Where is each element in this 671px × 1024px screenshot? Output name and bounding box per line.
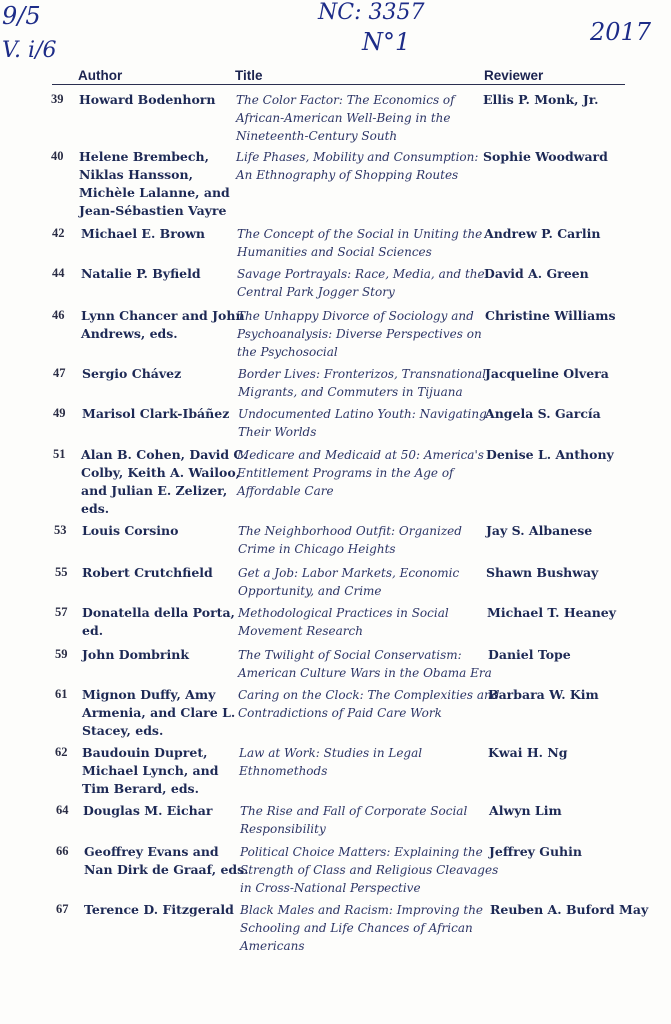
title-line: Caring on the Clock: The Complexities and bbox=[238, 688, 500, 702]
book-title bbox=[240, 901, 484, 955]
page-number: 61 bbox=[55, 687, 68, 701]
author-line: Robert Crutchfield bbox=[82, 565, 213, 580]
title-line: Get a Job: Labor Markets, Economic bbox=[238, 566, 460, 580]
title-line: The Rise and Fall of Corporate Social bbox=[240, 804, 468, 818]
book-title bbox=[238, 405, 487, 441]
reviewer-name: Jeffrey Guhin bbox=[489, 844, 582, 859]
book-title bbox=[240, 802, 480, 838]
author-name bbox=[79, 148, 235, 220]
reviewer-name: Barbara W. Kim bbox=[488, 687, 599, 702]
author-name bbox=[82, 365, 238, 383]
reviewer-name: David A. Green bbox=[484, 266, 589, 281]
reviewer-name: Daniel Tope bbox=[488, 647, 571, 662]
page-number: 62 bbox=[55, 745, 68, 759]
title-line: The Concept of the Social in Uniting the bbox=[237, 227, 483, 241]
author-line: John Dombrink bbox=[82, 647, 190, 662]
book-title bbox=[238, 564, 478, 600]
title-line: Political Choice Matters: Explaining the bbox=[240, 845, 483, 859]
book-title bbox=[238, 522, 478, 558]
page-number: 53 bbox=[54, 523, 67, 537]
title-line: Schooling and Life Chances of African bbox=[240, 921, 473, 935]
reviewer-name: Alwyn Lim bbox=[489, 803, 562, 818]
title-line: Nineteenth-Century South bbox=[236, 129, 398, 143]
title-line: Methodological Practices in Social bbox=[238, 606, 449, 620]
author-line: Armenia, and Clare L. bbox=[82, 705, 236, 720]
page-number: 51 bbox=[53, 447, 66, 461]
reviewer-name: Reuben A. Buford May bbox=[490, 902, 649, 917]
book-title bbox=[236, 148, 479, 184]
author-name bbox=[82, 564, 238, 582]
handwritten-catalog-number: NC: 3357 bbox=[318, 0, 425, 25]
column-header-reviewer: Reviewer bbox=[484, 68, 544, 83]
title-line: The Twilight of Social Conservatism: bbox=[238, 648, 462, 662]
handwritten-issue-note: V. i/6 bbox=[2, 38, 57, 63]
author-line: Lynn Chancer and John bbox=[81, 308, 245, 323]
column-header-author: Author bbox=[78, 68, 123, 83]
author-line: Natalie P. Byfield bbox=[81, 266, 201, 281]
title-line: Savage Portrayals: Race, Media, and the bbox=[237, 267, 485, 281]
page-number: 49 bbox=[53, 406, 66, 420]
book-title bbox=[237, 307, 482, 361]
title-line: Medicare and Medicaid at 50: America's bbox=[237, 448, 484, 462]
reviewer-name: Michael T. Heaney bbox=[487, 605, 616, 620]
title-line: American Culture Wars in the Obama Era bbox=[238, 666, 492, 680]
author-line: Nan Dirk de Graaf, eds. bbox=[84, 862, 249, 877]
author-line: Mignon Duffy, Amy bbox=[82, 687, 216, 702]
author-line: eds. bbox=[81, 501, 110, 516]
title-line: An Ethnography of Shopping Routes bbox=[236, 168, 459, 182]
author-line: Marisol Clark-Ibáñez bbox=[82, 406, 230, 421]
reviewer-name: Angela S. García bbox=[485, 406, 601, 421]
author-name bbox=[82, 604, 238, 640]
author-line: ed. bbox=[82, 623, 104, 638]
title-line: The Unhappy Divorce of Sociology and bbox=[237, 309, 474, 323]
title-line: African-American Well-Being in the bbox=[236, 111, 451, 125]
author-line: Michael E. Brown bbox=[81, 226, 206, 241]
page-number: 40 bbox=[51, 149, 64, 163]
reviewer-name: Jay S. Albanese bbox=[486, 523, 593, 538]
title-line: Law at Work: Studies in Legal bbox=[239, 746, 423, 760]
reviewer-name: Christine Williams bbox=[485, 308, 616, 323]
author-name bbox=[82, 522, 238, 540]
reviewer-name: Denise L. Anthony bbox=[486, 447, 614, 462]
title-line: The Color Factor: The Economics of bbox=[236, 93, 455, 107]
title-line: Ethnomethods bbox=[239, 764, 328, 778]
title-line: in Cross-National Perspective bbox=[240, 881, 421, 895]
handwritten-number-note: N°1 bbox=[362, 28, 411, 56]
title-line: Central Park Jogger Story bbox=[237, 285, 395, 299]
title-line: Border Lives: Fronterizos, Transnational bbox=[238, 367, 486, 381]
title-line: Movement Research bbox=[238, 624, 363, 638]
author-name bbox=[81, 225, 237, 243]
author-line: Stacey, eds. bbox=[82, 723, 164, 738]
book-title bbox=[239, 744, 479, 780]
title-line: Psychoanalysis: Diverse Perspectives on bbox=[237, 327, 482, 341]
book-title bbox=[238, 365, 486, 401]
author-line: Niklas Hansson, bbox=[79, 167, 193, 182]
title-line: Black Males and Racism: Improving the bbox=[240, 903, 484, 917]
page-number: 64 bbox=[56, 803, 69, 817]
author-line: Sergio Chávez bbox=[82, 366, 182, 381]
author-line: Jean-Sébastien Vayre bbox=[79, 203, 227, 218]
page-number: 55 bbox=[55, 565, 68, 579]
title-line: Americans bbox=[240, 939, 305, 953]
author-name bbox=[79, 91, 235, 109]
book-title bbox=[237, 265, 485, 301]
author-name bbox=[82, 646, 238, 664]
author-line: Michèle Lalanne, and bbox=[79, 185, 230, 200]
header-rule bbox=[52, 84, 625, 85]
title-line: Their Worlds bbox=[238, 425, 317, 439]
reviewer-name: Kwai H. Ng bbox=[488, 745, 568, 760]
author-name bbox=[84, 901, 240, 919]
title-line: The Neighborhood Outfit: Organized bbox=[238, 524, 462, 538]
author-line: Tim Berard, eds. bbox=[82, 781, 199, 796]
author-line: Douglas M. Eichar bbox=[83, 803, 213, 818]
author-line: Baudouin Dupret, bbox=[82, 745, 208, 760]
reviewer-name: Jacqueline Olvera bbox=[485, 366, 609, 381]
page-number: 57 bbox=[55, 605, 68, 619]
title-line: Life Phases, Mobility and Consumption: bbox=[236, 150, 479, 164]
page-number: 47 bbox=[53, 366, 66, 380]
title-line: Humanities and Social Sciences bbox=[237, 245, 432, 259]
book-title bbox=[238, 686, 500, 722]
author-line: Alan B. Cohen, David C. bbox=[81, 447, 248, 462]
handwritten-volume-note: 9/5 bbox=[2, 2, 41, 30]
book-title bbox=[238, 646, 492, 682]
author-name bbox=[81, 265, 237, 283]
book-title bbox=[237, 225, 483, 261]
author-name bbox=[81, 446, 248, 518]
author-line: Helene Brembech, bbox=[79, 149, 209, 164]
reviewer-name: Sophie Woodward bbox=[483, 149, 608, 164]
title-line: Undocumented Latino Youth: Navigating bbox=[238, 407, 487, 421]
author-name bbox=[82, 405, 238, 423]
author-line: Donatella della Porta, bbox=[82, 605, 235, 620]
page-number: 66 bbox=[56, 844, 69, 858]
page-number: 67 bbox=[56, 902, 69, 916]
page-number: 39 bbox=[51, 92, 64, 106]
page-number: 44 bbox=[52, 266, 65, 280]
book-title bbox=[237, 446, 484, 500]
book-title bbox=[240, 843, 499, 897]
title-line: Opportunity, and Crime bbox=[238, 584, 382, 598]
author-name bbox=[82, 744, 238, 798]
author-line: Louis Corsino bbox=[82, 523, 179, 538]
author-name bbox=[82, 686, 238, 740]
reviewer-name: Andrew P. Carlin bbox=[484, 226, 601, 241]
title-line: Affordable Care bbox=[237, 484, 334, 498]
title-line: Contradictions of Paid Care Work bbox=[238, 706, 442, 720]
title-line: Responsibility bbox=[240, 822, 326, 836]
author-name bbox=[84, 843, 249, 879]
reviewer-name: Ellis P. Monk, Jr. bbox=[483, 92, 599, 107]
author-name bbox=[81, 307, 245, 343]
reviewer-name: Shawn Bushway bbox=[486, 565, 599, 580]
page-number: 59 bbox=[55, 647, 68, 661]
title-line: Strength of Class and Religious Cleavages bbox=[240, 863, 499, 877]
handwritten-year: 2017 bbox=[590, 18, 652, 46]
author-line: Michael Lynch, and bbox=[82, 763, 219, 778]
page-number: 46 bbox=[52, 308, 65, 322]
author-line: Andrews, eds. bbox=[81, 326, 178, 341]
title-line: the Psychosocial bbox=[237, 345, 338, 359]
author-line: Colby, Keith A. Wailoo, bbox=[81, 465, 241, 480]
book-title bbox=[236, 91, 476, 145]
title-line: Migrants, and Commuters in Tijuana bbox=[238, 385, 463, 399]
author-line: and Julian E. Zelizer, bbox=[81, 483, 228, 498]
author-line: Terence D. Fitzgerald bbox=[84, 902, 234, 917]
author-line: Howard Bodenhorn bbox=[79, 92, 216, 107]
author-name bbox=[83, 802, 239, 820]
title-line: Crime in Chicago Heights bbox=[238, 542, 396, 556]
page-number: 42 bbox=[52, 226, 65, 240]
book-title bbox=[238, 604, 478, 640]
column-header-title: Title bbox=[235, 68, 263, 83]
author-line: Geoffrey Evans and bbox=[84, 844, 219, 859]
title-line: Entitlement Programs in the Age of bbox=[237, 466, 454, 480]
